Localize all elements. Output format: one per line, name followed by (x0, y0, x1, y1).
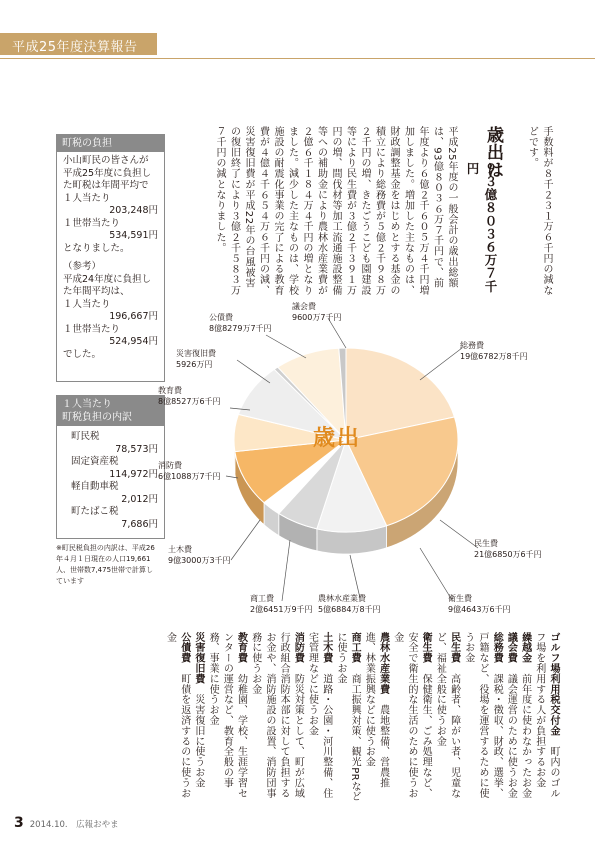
glossary-term: 総務費 (491, 632, 503, 664)
glossary-entry (503, 632, 517, 802)
glossary-desc: 保健衛生、ごみ処理など、安全で衛生的な生活のために使うお金 (391, 632, 432, 799)
glossary-desc: 幼稚園、学校、生涯学習センターの運営など、教育全般の事務、事業に使うお金 (207, 632, 247, 799)
leader-line (237, 360, 270, 383)
glossary-term: 議会費 (505, 632, 517, 664)
glossary-term: 消防費 (292, 632, 304, 664)
glossary-term: ゴルフ場利用税交付金 (548, 632, 559, 736)
tb-line: 小山町民の皆さんが (63, 155, 149, 166)
issue-date: 2014.10. (29, 820, 68, 830)
tax-note: ※町民税負担の内訳は、平成26年４月１日現在の人口19,661人、世帯数7,475世帯で計算しています (56, 544, 155, 585)
tbd-value: 78,573円 (115, 443, 158, 455)
glossary-term: 商工費 (349, 632, 361, 664)
leader-line (420, 548, 452, 600)
label-shobohi: 消防費 6億1088万7千円 (158, 461, 221, 481)
intro-body: 平成25年度の一般会計の歳出総額は、93億８０３６万７千円で、前年度より６億２千６０５万４千円増加しました。増加した主なものは、財政調整基金をはじめとする基金の積立により総務費が５億２千９８万２千円の増、きたごうこども園建設等により民生費が３億２千３９１万円の増、間伐材等加工流通施設整備等への補助金により農林水産業費が２億６千１８４万４千円の増となりました。減少した主なものは、学校施設の耐震化事業の完了による教育費が４億４千６５４万６千円の減、災害復旧費が平成22年の台風被害の復旧終了により３億２千５８３万７千円の減となりました。 (214, 126, 457, 296)
label-minseihi: 民生費 21億6850万6千円 (474, 539, 542, 559)
label-gikaihi: 議会費 9600万7千円 (292, 302, 342, 322)
tb-line: でした。 (63, 348, 102, 360)
footer (14, 815, 119, 831)
tbd-name: 町たばこ税 (71, 506, 119, 517)
glossary-desc: 町債を返済するのに使うお金 (164, 632, 190, 799)
glossary-term: 災害復旧費 (192, 632, 204, 684)
glossary-entry (517, 632, 531, 802)
tbd-title-2: 町税負担の内訳 (62, 412, 132, 423)
chart-title: 歳出 (313, 426, 362, 451)
glossary-entry (461, 632, 504, 802)
leader-line (266, 335, 306, 358)
glossary-term: 衛生費 (420, 632, 432, 664)
label-kyoikuhi: 教育費 8億8527万6千円 (158, 386, 221, 406)
glossary-desc: 議会運営のために使うお金 (505, 663, 517, 799)
glossary-term: 民生費 (448, 632, 460, 664)
tb-value: 524,954円 (109, 336, 158, 347)
glossary-term: 公債費 (178, 632, 190, 664)
tb-line: 平成24年度に負担した年間平均は、 (63, 273, 152, 297)
label-norinhi: 農林水産業費 5億6884万8千円 (318, 594, 381, 614)
glossary-desc: 前年度に使わなかったお金 (519, 663, 531, 799)
tbd-title-1: １人当たり (62, 399, 112, 410)
tbd-name: 町民税 (71, 431, 100, 442)
glossary-entry (205, 632, 248, 802)
glossary-desc: 高齢者、障がい者、児童など、福祉全般に使うお金 (434, 632, 460, 799)
glossary-entry (248, 632, 305, 802)
tbd-value: 114,972円 (109, 468, 158, 480)
leader-line (282, 540, 290, 601)
label-dobokuhi: 土木費 9億3000万3千円 (168, 545, 231, 565)
tb-ref: （参考） (63, 261, 102, 272)
glossary-desc: 課税・徴収、財政、選挙、戸籍など、役場を運営するために使うお金 (462, 632, 503, 799)
glossary (60, 632, 560, 802)
tax-burden-title: 町税の負担 (57, 135, 164, 152)
glossary-entry (304, 632, 332, 802)
tb-value: 196,667円 (109, 311, 158, 322)
leader-line (350, 555, 360, 598)
glossary-term: 教育費 (235, 632, 247, 664)
tb-line: となりました。 (63, 242, 130, 254)
glossary-entry (432, 632, 460, 802)
tbd-name: 固定資産税 (71, 456, 119, 467)
glossary-desc: 災害復旧に使うお金 (192, 684, 204, 788)
glossary-entry (390, 632, 433, 802)
intro-col1: 手数料が８千２３１万６千円の減などです。 (526, 126, 552, 296)
glossary-entry (333, 632, 361, 802)
glossary-term: 土木費 (320, 632, 332, 664)
label-eiseihi: 衛生費 9億4643万6千円 (448, 594, 511, 614)
glossary-desc: 商工振興対策、観光PRなどに使うお金 (334, 632, 361, 802)
glossary-term: 繰越金 (519, 632, 531, 664)
headline-1: 歳出は (483, 126, 503, 179)
publication-name: 広報おやま (76, 820, 119, 830)
tbd-name: 軽自動車税 (71, 481, 119, 492)
glossary-desc: 道路・公園・河川整備、住宅管理などに使うお金 (306, 632, 332, 799)
label-shokohi: 商工費 2億6451万9千円 (250, 594, 313, 614)
tb-line: １世帯当たり (63, 323, 121, 335)
glossary-desc: 農地整備、営農推進、林業振興などに使うお金 (363, 632, 389, 789)
tb-line: １世帯当たり (63, 217, 121, 229)
glossary-entry (361, 632, 389, 802)
glossary-desc: 防災対策として、町が広域行政組合消防本部に対して負担するお金や、消防施設の設置、消防団事務に使うお金 (249, 632, 304, 799)
label-kosaihi: 公債費 8億8279万7千円 (209, 313, 272, 333)
leader-line (231, 520, 260, 560)
glossary-entry (532, 632, 560, 802)
tb-line: １人当たり (63, 298, 111, 310)
tbd-value: 2,012円 (121, 493, 158, 505)
tb-line: １人当たり (63, 192, 111, 204)
glossary-desc: 町内のゴルフ場を利用する人が負担するお金 (533, 632, 559, 799)
headline-2: ９３億８０３６万７千円 (465, 162, 498, 293)
section-title: 平成25年度決算報告 (12, 40, 138, 55)
glossary-entry (162, 632, 190, 802)
page-number: 3 (14, 815, 24, 831)
glossary-entry (191, 632, 205, 802)
tb-value: 534,591円 (109, 230, 158, 241)
leader-line (420, 348, 462, 380)
glossary-term: 農林水産業費 (377, 632, 389, 695)
tb-line: 平成25年度に負担した町税は年間平均で (63, 167, 152, 191)
label-saigaihi: 災害復旧費 5926万円 (176, 349, 216, 369)
tbd-value: 7,686円 (121, 518, 158, 530)
leader-line (440, 520, 478, 548)
tb-value: 203,248円 (109, 205, 158, 216)
label-somuhi: 総務費 19億6782万8千円 (460, 341, 528, 361)
